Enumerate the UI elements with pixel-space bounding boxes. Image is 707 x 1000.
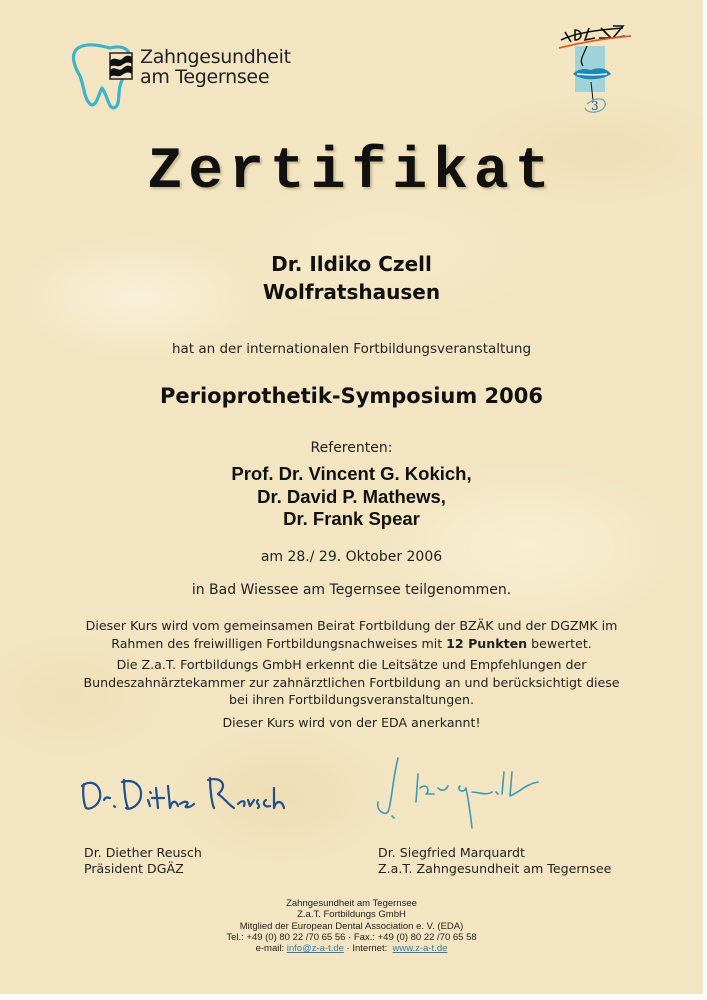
signer-name: Dr. Siegfried Marquardt [378, 845, 525, 860]
email-link[interactable]: info@z-a-t.de [286, 943, 344, 955]
recipient-block [0, 250, 703, 306]
eda-recognition: Dieser Kurs wird von der EDA anerkannt! [222, 715, 481, 730]
email-label: e-mail: [255, 943, 287, 955]
accreditation-line-1: Dieser Kurs wird vom gemeinsamen Beirat Fortbildung der BZÄK und der DGZMK im [85, 618, 618, 633]
event-title: Perioprothetik-Symposium 2006 [159, 384, 544, 408]
accreditation-line-2 [0, 635, 703, 653]
intro-text: hat an der internationalen Fortbildungsveranstaltung [171, 341, 532, 357]
accreditation-paragraph [0, 617, 703, 652]
footer-line: Mitglied der European Dental Association e. V. (EDA) [239, 920, 464, 932]
website-link[interactable]: www.z-a-t.de [392, 943, 448, 955]
signature-reusch-icon [78, 770, 298, 820]
guidelines-line: Die Z.a.T. Fortbildungs GmbH erkennt die Leitsätze und Empfehlungen der [116, 657, 587, 672]
signer-name: Dr. Diether Reusch [84, 845, 202, 860]
accreditation-text: Rahmen des freiwilligen Fortbildungsnachweises mit [111, 635, 447, 651]
accreditation-text: bewertet. [527, 635, 592, 651]
footer-contact [0, 898, 703, 954]
svg-text:3: 3 [591, 99, 599, 113]
internet-label: · Internet: [343, 943, 393, 955]
recipient-name: Dr. Ildiko Czell [271, 252, 432, 276]
wave-logo-icon [109, 52, 133, 80]
speaker-item: Dr. Frank Spear [283, 508, 420, 529]
signer-role: Z.a.T. Zahngesundheit am Tegernsee [378, 861, 612, 876]
signer-reusch [84, 845, 202, 877]
footer-line: Z.a.T. Fortbildungs GmbH [297, 909, 406, 921]
dgaez-lips-logo-icon [553, 20, 638, 120]
points-value: 12 Punkten [446, 635, 528, 651]
logo-line-2: am Tegernsee [140, 66, 270, 88]
speaker-item: Prof. Dr. Vincent G. Kokich, [231, 463, 472, 484]
event-location: in Bad Wiessee am Tegernsee teilgenommen. [191, 582, 512, 598]
guidelines-paragraph [0, 656, 703, 709]
signer-role: Präsident DGÄZ [84, 861, 184, 876]
speaker-item: Dr. David P. Mathews, [257, 485, 446, 507]
recipient-city: Wolfratshausen [262, 280, 441, 304]
speakers-list [0, 463, 703, 531]
guidelines-line: Bundeszahnärztekammer zur zahnärztlichen Fortbildung an und berücksichtigt diese [83, 674, 620, 690]
guidelines-line: bei ihren Fortbildungsveranstaltungen. [229, 692, 474, 707]
speakers-label: Referenten: [310, 440, 393, 456]
footer-phone-fax: Tel.: +49 (0) 80 22 /70 65 56 · Fax.: +49 (0) 80 22 /70 65 58 [226, 931, 477, 943]
event-date: am 28./ 29. Oktober 2006 [260, 549, 443, 565]
signature-marquardt-icon [368, 752, 568, 832]
logo-text [140, 47, 291, 87]
logo-line-1: Zahngesundheit [140, 46, 291, 68]
footer-line: Zahngesundheit am Tegernsee [286, 898, 417, 909]
signer-marquardt [378, 845, 611, 877]
certificate-title: Zertifikat [147, 140, 556, 205]
footer-links [0, 943, 703, 954]
